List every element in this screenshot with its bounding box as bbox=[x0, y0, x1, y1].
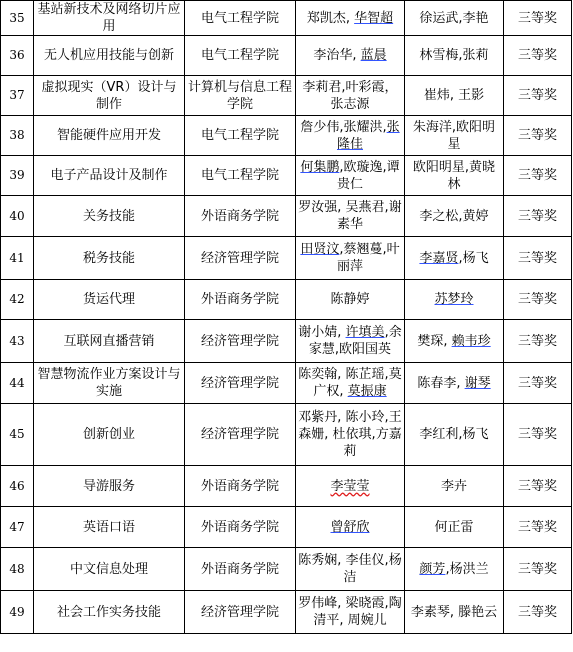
students-cell bbox=[296, 76, 405, 116]
college-cell bbox=[185, 466, 296, 507]
cell-text: 外语商务学院 bbox=[200, 561, 279, 577]
students-cell bbox=[296, 237, 405, 280]
cell-text: 货运代理 bbox=[82, 292, 135, 307]
cell-text: 徐运武,李艳 bbox=[419, 10, 489, 26]
cell-text: ,蔡翘蔓,叶丽萍 bbox=[336, 242, 400, 274]
cell-text: 三等奖 bbox=[517, 48, 557, 63]
cell-text: 罗汝强, 吴燕君,谢素华 bbox=[298, 200, 402, 232]
cell-text: 李莹莹 bbox=[330, 478, 370, 494]
cell-text: ,欧璇逸,谭贵仁 bbox=[336, 159, 400, 192]
prize-cell bbox=[504, 507, 572, 548]
table-row bbox=[1, 591, 572, 634]
teachers-cell bbox=[405, 156, 504, 196]
project-cell bbox=[34, 36, 185, 76]
cell-text: 中文信息处理 bbox=[69, 561, 148, 577]
teachers-cell bbox=[405, 280, 504, 320]
project-cell bbox=[34, 591, 185, 634]
project-cell bbox=[34, 363, 185, 404]
table-row bbox=[1, 36, 572, 76]
teachers-cell bbox=[405, 196, 504, 237]
students-cell bbox=[296, 591, 405, 634]
cell-text: ,杨飞 bbox=[458, 250, 489, 266]
project-cell bbox=[34, 507, 185, 548]
cell-text: 43 bbox=[9, 333, 25, 348]
project-cell bbox=[34, 116, 185, 156]
project-cell bbox=[34, 280, 185, 320]
college-cell bbox=[185, 36, 296, 76]
prize-cell bbox=[504, 1, 572, 36]
students-cell bbox=[296, 1, 405, 36]
prize-cell bbox=[504, 36, 572, 76]
cell-text: 电气工程学院 bbox=[200, 128, 279, 143]
cell-text: 38 bbox=[9, 128, 25, 142]
cell-text: 莫振康 bbox=[347, 384, 387, 399]
cell-text: 林雪梅,张莉 bbox=[419, 48, 489, 63]
table-row bbox=[1, 1, 572, 36]
cell-text: 智慧物流作业方案设计与实施 bbox=[37, 367, 181, 399]
cell-text: 48 bbox=[9, 561, 25, 576]
prize-cell bbox=[504, 196, 572, 237]
row-number-cell bbox=[1, 237, 34, 280]
project-cell bbox=[34, 320, 185, 363]
project-cell bbox=[34, 404, 185, 466]
cell-text: 经济管理学院 bbox=[200, 333, 279, 349]
students-cell bbox=[296, 363, 405, 404]
cell-text: 外语商务学院 bbox=[200, 208, 279, 224]
cell-text: 46 bbox=[9, 478, 25, 493]
cell-text: 三等奖 bbox=[517, 10, 557, 26]
project-cell bbox=[34, 76, 185, 116]
cell-text: 三等奖 bbox=[517, 250, 557, 266]
row-number-cell bbox=[1, 1, 34, 36]
project-cell bbox=[34, 1, 185, 36]
cell-text: 35 bbox=[9, 10, 25, 25]
row-number-cell bbox=[1, 591, 34, 634]
teachers-cell bbox=[405, 237, 504, 280]
cell-text: 47 bbox=[9, 519, 25, 534]
students-cell bbox=[296, 320, 405, 363]
college-cell bbox=[185, 363, 296, 404]
awards-table-body bbox=[1, 1, 572, 634]
project-cell bbox=[34, 196, 185, 237]
table-row bbox=[1, 404, 572, 466]
college-cell bbox=[185, 320, 296, 363]
cell-text: 45 bbox=[9, 427, 25, 441]
cell-text: 李红利,杨飞 bbox=[419, 427, 489, 442]
teachers-cell bbox=[405, 36, 504, 76]
cell-text: 陈秀娴, 李佳仪,杨洁 bbox=[298, 553, 402, 585]
project-cell bbox=[34, 156, 185, 196]
college-cell bbox=[185, 1, 296, 36]
cell-text: 三等奖 bbox=[517, 604, 557, 620]
cell-text: 电气工程学院 bbox=[200, 168, 279, 183]
cell-text: 41 bbox=[9, 250, 25, 265]
cell-text: 经济管理学院 bbox=[200, 250, 279, 266]
cell-text: 英语口语 bbox=[82, 519, 135, 535]
cell-text: 电气工程学院 bbox=[200, 48, 279, 63]
cell-text: 社会工作实务技能 bbox=[56, 604, 161, 620]
table-row bbox=[1, 320, 572, 363]
project-cell bbox=[34, 237, 185, 280]
cell-text: 李嘉贤 bbox=[419, 250, 459, 266]
row-number-cell bbox=[1, 116, 34, 156]
cell-text: 经济管理学院 bbox=[200, 604, 279, 620]
college-cell bbox=[185, 548, 296, 591]
cell-text: 赖韦珍 bbox=[451, 333, 491, 349]
cell-text: 三等奖 bbox=[517, 168, 557, 183]
students-cell bbox=[296, 280, 405, 320]
cell-text: 苏梦玲 bbox=[434, 292, 474, 307]
teachers-cell bbox=[405, 548, 504, 591]
students-cell bbox=[296, 196, 405, 237]
cell-text: 经济管理学院 bbox=[200, 375, 279, 391]
cell-text: 陈奕翰, 陈芷瑶,莫广权, bbox=[298, 367, 402, 399]
row-number-cell bbox=[1, 363, 34, 404]
college-cell bbox=[185, 237, 296, 280]
cell-text: 樊琛, bbox=[417, 333, 452, 349]
cell-text: 罗伟峰, 梁晓霞,陶清平, 周婉儿 bbox=[298, 596, 402, 628]
row-number-cell bbox=[1, 36, 34, 76]
prize-cell bbox=[504, 404, 572, 466]
cell-text: 谢琴 bbox=[464, 375, 491, 391]
table-row bbox=[1, 76, 572, 116]
cell-text: 三等奖 bbox=[517, 519, 557, 535]
college-cell bbox=[185, 116, 296, 156]
college-cell bbox=[185, 404, 296, 466]
cell-text: 李卉 bbox=[440, 478, 467, 494]
cell-text: 三等奖 bbox=[517, 427, 557, 442]
cell-text: 陈春李, bbox=[417, 375, 465, 391]
college-cell bbox=[185, 196, 296, 237]
cell-text: 电子产品设计及制作 bbox=[50, 168, 168, 183]
cell-text: 税务技能 bbox=[82, 250, 135, 266]
table-row bbox=[1, 466, 572, 507]
cell-text: 40 bbox=[9, 208, 25, 223]
college-cell bbox=[185, 280, 296, 320]
cell-text: 44 bbox=[9, 375, 25, 390]
cell-text: 李治华, bbox=[313, 48, 361, 63]
cell-text: 欧阳明星,黄晓林 bbox=[412, 159, 496, 192]
table-row bbox=[1, 280, 572, 320]
cell-text: 42 bbox=[9, 292, 25, 306]
prize-cell bbox=[504, 237, 572, 280]
cell-text: 张隆佳 bbox=[336, 119, 400, 152]
cell-text: 何正雷 bbox=[434, 519, 474, 535]
college-cell bbox=[185, 156, 296, 196]
cell-text: 田贤汶 bbox=[300, 242, 340, 257]
project-cell bbox=[34, 548, 185, 591]
teachers-cell bbox=[405, 466, 504, 507]
row-number-cell bbox=[1, 196, 34, 237]
cell-text: 三等奖 bbox=[517, 333, 557, 349]
cell-text: 三等奖 bbox=[517, 478, 557, 494]
cell-text: 李莉君,叶彩霞，张志源 bbox=[302, 79, 398, 112]
cell-text: 37 bbox=[9, 88, 25, 102]
cell-text: 基站新技术及网络切片应用 bbox=[37, 2, 181, 34]
cell-text: 计算机与信息工程学院 bbox=[187, 79, 292, 112]
project-cell bbox=[34, 466, 185, 507]
row-number-cell bbox=[1, 320, 34, 363]
cell-text: 李素琴, 滕艳云 bbox=[410, 604, 498, 620]
cell-text: 邓紫丹, 陈小玲,王森姗, 杜依琪,方嘉莉 bbox=[298, 410, 402, 459]
cell-text: 外语商务学院 bbox=[200, 292, 279, 307]
prize-cell bbox=[504, 280, 572, 320]
prize-cell bbox=[504, 76, 572, 116]
students-cell bbox=[296, 507, 405, 548]
students-cell bbox=[296, 466, 405, 507]
prize-cell bbox=[504, 363, 572, 404]
students-cell bbox=[296, 36, 405, 76]
teachers-cell bbox=[405, 76, 504, 116]
cell-text: 经济管理学院 bbox=[200, 427, 279, 442]
cell-text: 电气工程学院 bbox=[200, 10, 279, 26]
row-number-cell bbox=[1, 280, 34, 320]
cell-text: 詹少伟,张耀洪, bbox=[300, 119, 387, 135]
row-number-cell bbox=[1, 156, 34, 196]
cell-text: 智能硬件应用开发 bbox=[56, 128, 161, 143]
table-row bbox=[1, 507, 572, 548]
cell-text: 三等奖 bbox=[517, 88, 557, 103]
cell-text: 36 bbox=[9, 48, 25, 62]
row-number-cell bbox=[1, 404, 34, 466]
row-number-cell bbox=[1, 76, 34, 116]
prize-cell bbox=[504, 466, 572, 507]
teachers-cell bbox=[405, 591, 504, 634]
cell-text: 崔炜, 王影 bbox=[423, 88, 485, 103]
college-cell bbox=[185, 76, 296, 116]
row-number-cell bbox=[1, 548, 34, 591]
cell-text: 何集鹏 bbox=[300, 159, 340, 175]
cell-text: 颜芳 bbox=[419, 561, 446, 577]
cell-text: 曾舒欣 bbox=[330, 519, 370, 535]
table-row bbox=[1, 156, 572, 196]
students-cell bbox=[296, 404, 405, 466]
cell-text: 三等奖 bbox=[517, 128, 557, 143]
students-cell bbox=[296, 116, 405, 156]
table-row bbox=[1, 116, 572, 156]
cell-text: 郑凯杰, bbox=[306, 10, 355, 26]
cell-text: 39 bbox=[9, 168, 25, 182]
cell-text: 虚拟现实（VR）设计与制作 bbox=[41, 79, 177, 112]
table-row bbox=[1, 363, 572, 404]
cell-text: 陈静婷 bbox=[330, 292, 370, 307]
prize-cell bbox=[504, 320, 572, 363]
prize-cell bbox=[504, 591, 572, 634]
teachers-cell bbox=[405, 404, 504, 466]
cell-text: ,余家慧,欧阳国英 bbox=[308, 325, 402, 357]
teachers-cell bbox=[405, 507, 504, 548]
teachers-cell bbox=[405, 116, 504, 156]
row-number-cell bbox=[1, 507, 34, 548]
table-row bbox=[1, 237, 572, 280]
cell-text: 华智超 bbox=[354, 10, 394, 26]
table-row bbox=[1, 548, 572, 591]
cell-text: 互联网直播营销 bbox=[63, 333, 155, 349]
prize-cell bbox=[504, 116, 572, 156]
teachers-cell bbox=[405, 363, 504, 404]
teachers-cell bbox=[405, 1, 504, 36]
cell-text: 49 bbox=[9, 604, 25, 619]
cell-text: ,杨洪兰 bbox=[445, 561, 489, 577]
cell-text: 朱海洋,欧阳明星 bbox=[412, 119, 496, 152]
cell-text: 三等奖 bbox=[517, 375, 557, 391]
cell-text: 创新创业 bbox=[82, 427, 135, 442]
cell-text: 谢小婧, bbox=[298, 325, 346, 340]
cell-text: 三等奖 bbox=[517, 292, 557, 307]
college-cell bbox=[185, 591, 296, 634]
cell-text: 导游服务 bbox=[82, 478, 135, 494]
cell-text: 外语商务学院 bbox=[200, 478, 279, 494]
college-cell bbox=[185, 507, 296, 548]
prize-cell bbox=[504, 548, 572, 591]
cell-text: 许填美 bbox=[345, 325, 385, 340]
cell-text: 蓝晨 bbox=[360, 48, 387, 63]
cell-text: 关务技能 bbox=[82, 208, 135, 224]
table-row bbox=[1, 196, 572, 237]
row-number-cell bbox=[1, 466, 34, 507]
cell-text: 三等奖 bbox=[517, 561, 557, 577]
cell-text: 外语商务学院 bbox=[200, 519, 279, 535]
students-cell bbox=[296, 156, 405, 196]
students-cell bbox=[296, 548, 405, 591]
cell-text: 无人机应用技能与创新 bbox=[43, 48, 174, 63]
cell-text: 三等奖 bbox=[517, 208, 557, 224]
cell-text: 李之松,黄婷 bbox=[419, 208, 489, 224]
prize-cell bbox=[504, 156, 572, 196]
teachers-cell bbox=[405, 320, 504, 363]
